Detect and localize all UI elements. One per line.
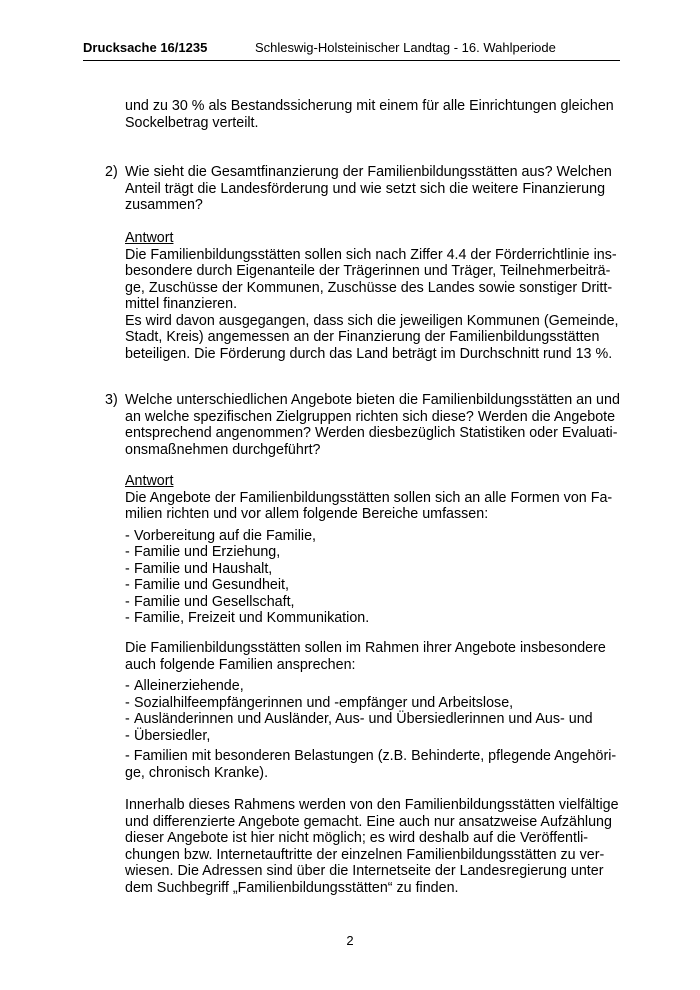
text-line: Welche unterschiedlichen Angebote bieten die Familienbildungsstätten an und — [125, 392, 620, 408]
text-line: Anteil trägt die Landesförderung und wie setzt sich die weitere Finanzierung — [125, 180, 606, 197]
text-line: auch folgende Familien ansprechen: — [125, 656, 356, 673]
list-item: - Familie, Freizeit und Kommunikation. — [125, 610, 625, 627]
text-line: und zu 30 % als Bestandssicherung mit einem für alle Einrichtungen gleichen — [125, 98, 614, 114]
families-paragraph — [125, 640, 625, 781]
text-line: und differenzierte Angebote gemacht. Eine auch nur ansatzweise Aufzählung — [125, 813, 612, 830]
question-text — [125, 164, 625, 214]
text-line: wiesen. Die Adressen sind über die Internetseite der Landesregierung unter — [125, 863, 604, 879]
closing-paragraph — [125, 797, 625, 896]
list-item: - Familie und Gesundheit, — [125, 577, 625, 594]
list-item: - Familie und Erziehung, — [125, 544, 625, 561]
answer-label: Antwort — [125, 473, 174, 489]
question-number: 2) — [105, 164, 118, 180]
text-line: Sockelbetrag verteilt. — [125, 114, 259, 131]
text-line: chungen bzw. Internetauftritte der einzelnen Familienbildungsstätten zu ver- — [125, 846, 605, 863]
document-number: Drucksache 16/1235 — [83, 40, 208, 55]
text-line: Innerhalb dieses Rahmens werden von den Familienbildungsstätten vielfältige — [125, 797, 619, 813]
question-text — [125, 392, 625, 458]
question-3 — [105, 392, 625, 462]
text-line: ge, Zuschüsse der Kommunen, Zuschüsse des Landes sowie sonstiger Dritt- — [125, 279, 613, 296]
list-item: - Sozialhilfeempfängerinnen und -empfänger und Arbeitslose, — [125, 695, 625, 712]
answer-2 — [125, 230, 625, 362]
text-line: milien richten und vor allem folgende Bereiche umfassen: — [125, 506, 489, 522]
text-line: entsprechend angenommen? Werden diesbezüglich Statistiken oder Evaluati- — [125, 425, 618, 441]
text-line: Die Familienbildungsstätten sollen im Rahmen ihrer Angebote insbesondere — [125, 640, 606, 656]
text-line: Stadt, Kreis) angemessen an der Finanzierung der Familienbildungsstätten — [125, 329, 600, 345]
list-item: - Ausländerinnen und Ausländer, Aus- und Übersiedlerinnen und Aus- und — [125, 711, 625, 728]
header-title: Schleswig-Holsteinischer Landtag - 16. Wahlperiode — [255, 40, 556, 55]
answer-3 — [125, 473, 625, 627]
text-line: dieser Angebote ist hier nicht möglich; es wird deshalb auf die Veröffentli- — [125, 830, 589, 846]
intro-paragraph — [125, 98, 625, 131]
text-line: Es wird davon ausgegangen, dass sich die jeweiligen Kommunen (Gemeinde, — [125, 312, 619, 329]
text-line: - Familien mit besonderen Belastungen (z.B. Behinderte, pflegende Angehöri- — [125, 748, 617, 764]
question-number: 3) — [105, 392, 118, 408]
text-line: Wie sieht die Gesamtfinanzierung der Familienbildungsstätten aus? Welchen — [125, 164, 612, 180]
list-item: - Alleinerziehende, — [125, 678, 625, 695]
text-line: an welche spezifischen Zielgruppen richten sich diese? Werden die Angebote — [125, 408, 616, 425]
list-item: - Familie und Haushalt, — [125, 561, 625, 578]
list-item: - Familie und Gesellschaft, — [125, 594, 625, 611]
page-header — [83, 38, 620, 61]
text-line: Die Angebote der Familienbildungsstätten sollen sich an alle Formen von Fa- — [125, 489, 613, 506]
text-line: dem Suchbegriff „Familienbildungsstätten“ zu finden. — [125, 879, 459, 896]
question-2 — [105, 164, 625, 214]
list-item-continued — [125, 728, 625, 745]
list-item: - Vorbereitung auf die Familie, — [125, 528, 625, 545]
text-line: mittel finanzieren. — [125, 296, 238, 312]
families-list — [125, 678, 625, 744]
answer-label: Antwort — [125, 230, 174, 246]
text-line: zusammen? — [125, 197, 203, 213]
text-line: Die Familienbildungsstätten sollen sich nach Ziffer 4.4 der Förderrichtlinie ins- — [125, 246, 617, 263]
page-number: 2 — [346, 933, 354, 948]
text-line: beteiligen. Die Förderung durch das Land beträgt im Durchschnitt rund 13 %. — [125, 345, 613, 362]
areas-list — [125, 528, 625, 627]
text-line: onsmaßnehmen durchgeführt? — [125, 441, 321, 458]
text-line: ge, chronisch Kranke). — [125, 764, 269, 781]
continued-text: Übersiedler, — [134, 727, 211, 744]
text-line: besondere durch Eigenanteile der Trägerinnen und Träger, Teilnehmerbeiträ- — [125, 263, 611, 279]
